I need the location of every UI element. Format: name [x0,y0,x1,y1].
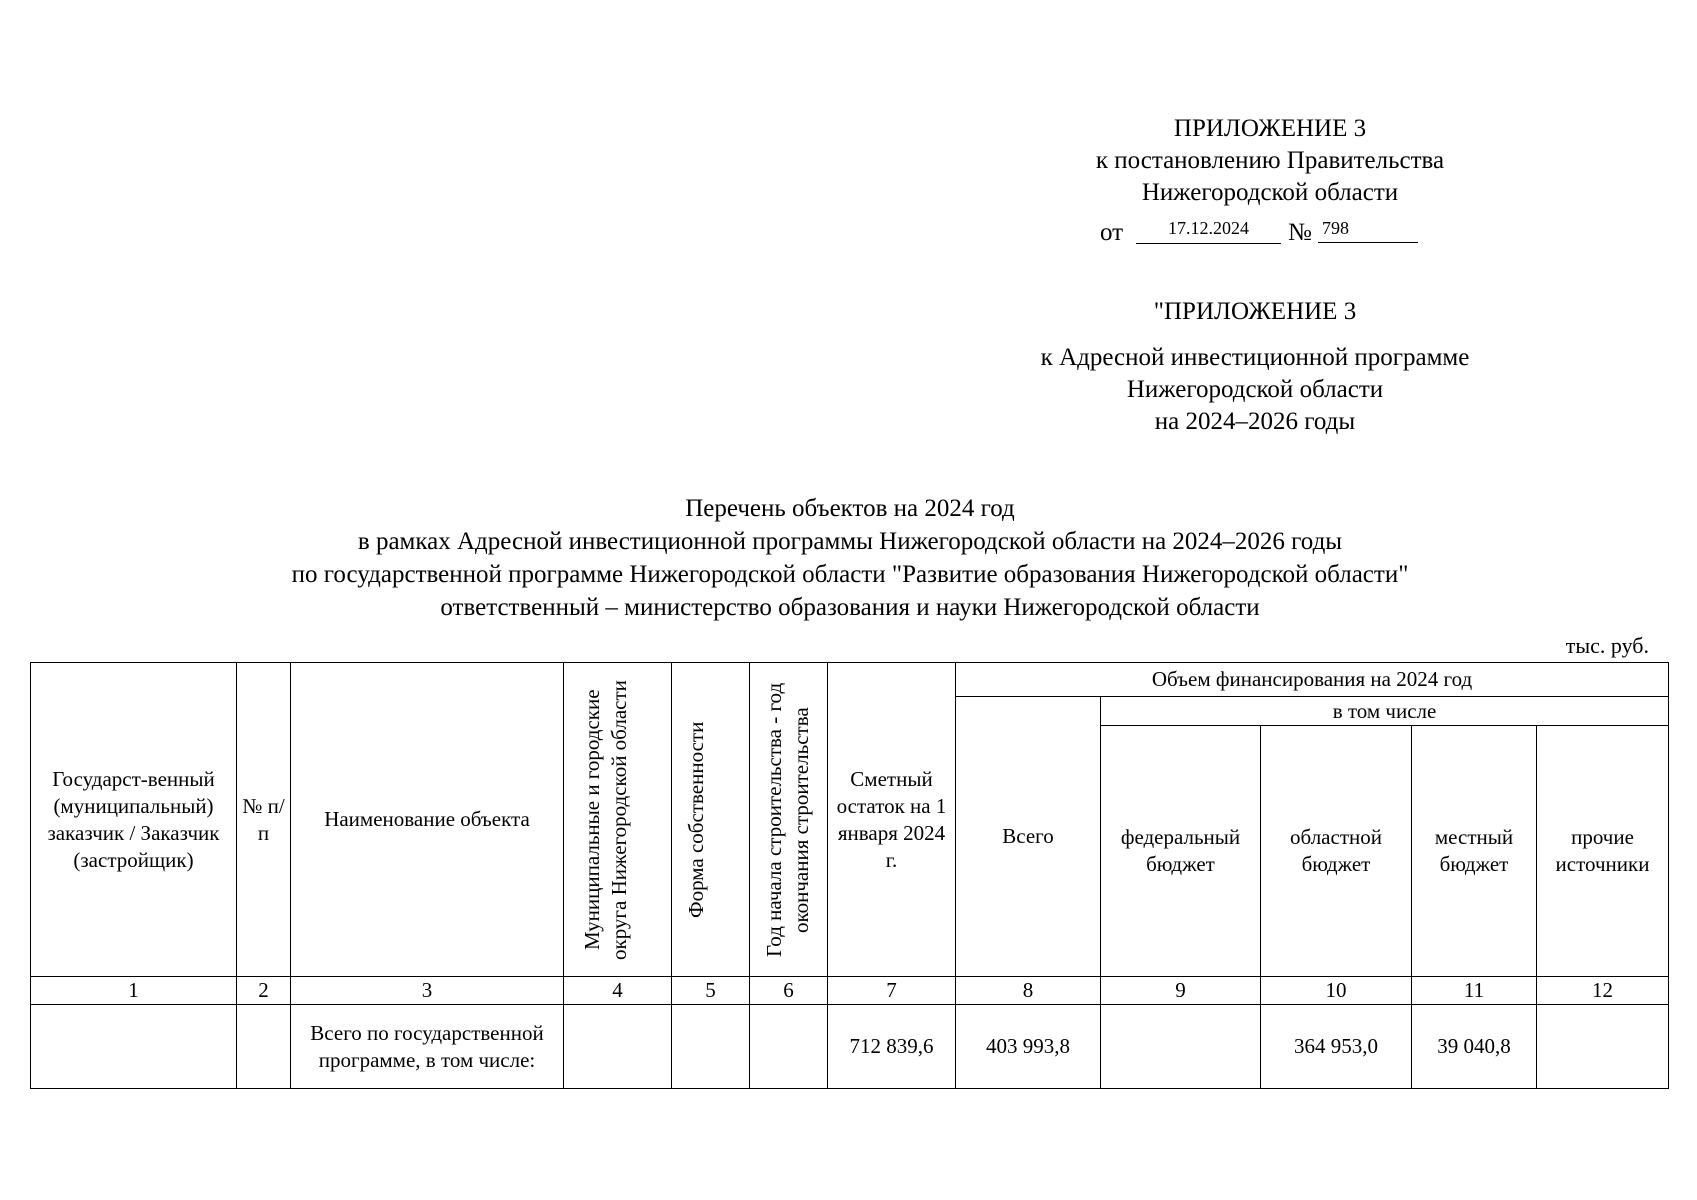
decree-date: 17.12.2024 [1136,215,1281,244]
header-local: местный бюджет [1412,726,1537,977]
header-customer: Государст-венный (муниципальный) заказчик / Заказчик (застройщик) [31,663,237,977]
cell-num [237,1005,291,1089]
program-appendix-header [985,296,1525,438]
appendix-line2: Нижегородской области [1141,179,1399,206]
units-label: тыс. руб. [1565,633,1649,658]
list-title-line3: по государственной программе Нижегородской области "Развитие образования Нижегородской области" [291,561,1409,588]
list-title-line1: Перечень объектов на 2024 год [685,495,1015,522]
cell-districts [564,1005,672,1089]
list-title-line4: ответственный – министерство образования и науки Нижегородской области [440,594,1260,621]
col-number: 12 [1537,977,1669,1005]
header-num: № п/п [237,663,291,977]
col-number: 7 [828,977,956,1005]
header-ownership: Форма собственности [683,721,708,918]
number-label: № [1288,219,1312,246]
header-years: Год начала строительства - год окончания строительства [761,682,813,957]
decree-number: 798 [1318,215,1418,243]
cell-years [750,1005,828,1089]
column-numbers-row [31,977,1669,1005]
appendix-header [1020,113,1520,209]
col-number: 2 [237,977,291,1005]
col-number: 4 [564,977,672,1005]
col-number: 11 [1412,977,1537,1005]
cell-regional: 364 953,0 [1261,1005,1412,1089]
cell-other [1537,1005,1669,1089]
col-number: 5 [672,977,750,1005]
program-appendix-line1: к Адресной инвестиционной программе [1040,344,1470,371]
list-title [150,492,1550,624]
cell-customer [31,1005,237,1089]
header-object-name: Наименование объекта [291,663,564,977]
header-including: в том числе [1101,697,1669,726]
header-districts: Муниципальные и городские округа Нижегородской области [579,679,631,960]
header-districts-cell [564,663,672,977]
col-number: 9 [1101,977,1261,1005]
appendix-title: ПРИЛОЖЕНИЕ 3 [1173,115,1367,142]
cell-federal [1101,1005,1261,1089]
table-row [31,1005,1669,1089]
header-ownership-cell [672,663,750,977]
header-regional: областной бюджет [1261,726,1412,977]
cell-estimate: 712 839,6 [828,1005,956,1089]
program-appendix-title: "ПРИЛОЖЕНИЕ 3 [1153,298,1357,325]
header-federal: федеральный бюджет [1101,726,1261,977]
header-funding: Объем финансирования на 2024 год [956,663,1669,697]
cell-object-name: Всего по государственной программе, в том числе: [291,1005,564,1089]
col-number: 6 [750,977,828,1005]
header-estimate: Сметный остаток на 1 января 2024 г. [828,663,956,977]
col-number: 1 [31,977,237,1005]
program-appendix-line2: Нижегородской области [1126,376,1384,403]
col-number: 8 [956,977,1101,1005]
cell-total: 403 993,8 [956,1005,1101,1089]
decree-date-row [1100,215,1430,247]
program-appendix-line3: на 2024–2026 годы [1154,408,1356,435]
appendix-line1: к постановлению Правительства [1095,147,1445,174]
cell-ownership [672,1005,750,1089]
header-other: прочие источники [1537,726,1669,977]
cell-local: 39 040,8 [1412,1005,1537,1089]
objects-table [30,662,1669,1089]
from-label: от [1100,219,1124,246]
list-title-line2: в рамках Адресной инвестиционной программы Нижегородской области на 2024–2026 годы [357,528,1343,555]
header-years-cell [750,663,828,977]
col-number: 3 [291,977,564,1005]
col-number: 10 [1261,977,1412,1005]
header-total: Всего [956,697,1101,977]
